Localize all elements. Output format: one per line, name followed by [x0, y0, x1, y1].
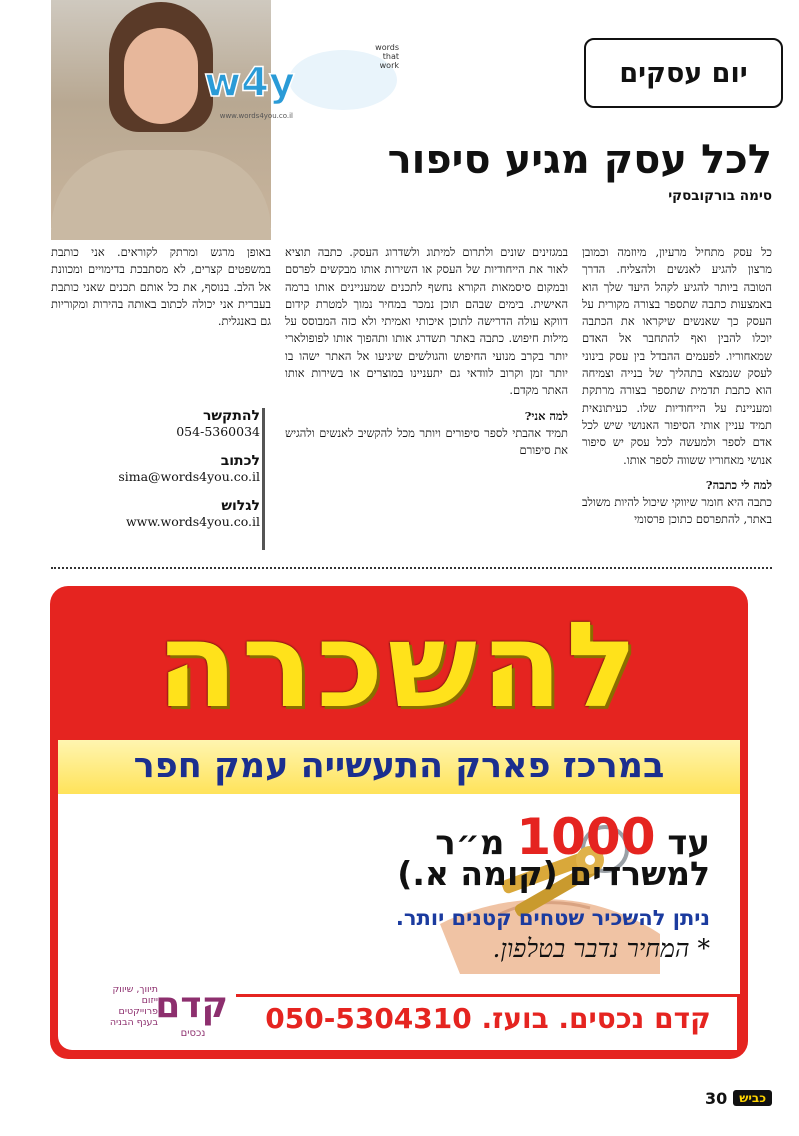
article-byline: סימה בורקובסקי [668, 188, 772, 204]
column-2-continued: תמיד אהבתי לספר סיפורים ויותר מכל להקשיב לאנשים ולהגיש את סיפורם [285, 425, 568, 458]
kedem-services: תיווך, שיווק ייזום פרוייקטים בענף הבניה [109, 984, 158, 1028]
contact-box [110, 408, 260, 543]
section-title: יום עסקים [584, 38, 783, 108]
ad-size-prefix: עד [667, 823, 710, 863]
article-headline: לכל עסק מגיע סיפור [387, 137, 772, 183]
phone-label: להתקשר [202, 408, 260, 424]
email-link[interactable]: sima@words4you.co.il [118, 469, 260, 484]
article-column-3 [51, 244, 271, 330]
contact-divider [262, 408, 265, 550]
kedem-logo: קדם [155, 985, 228, 1026]
svg-text:w4y: w4y [204, 60, 295, 106]
ad-size-unit: מ״ר [435, 823, 505, 863]
w4y-logo [204, 38, 423, 124]
column-2-text: במגזינים שונים ולתרום למיתוג ולשדרוג העסק. כתבה תוציא לאור את הייחודיות של העסק או השירות אותו מבקשים לפרסם ובמקום סיסמאות הקורא נחשף לתכנים שמעניינים אותו ברמה האישית. בימים שבהם תוכן נמכר במחיר נמוך למטרת קידום דווקא עולה הדרישה לתוכן איכותי ואמיתי ולא כזה המבוסס על מילות חיפוש. כתבה באתר תשדרג אותו ותהפוך אותו לפופולארי יותר בקרב מנועי החיפוש והגולשים שיגיעו אל האתר ישהו בו יותר זמן וקרוב לוודאי גם יתעניינו במוצרים או בשירות אותו האתר מקדם. [285, 245, 568, 398]
ad-headline: להשכרה [156, 596, 642, 734]
column-1-continued: כתבה היא חומר שיווקי שיכול להיות משולב באתר, להתפרסם כתוכן פרסומי [582, 495, 772, 527]
logo-tagline-1: words [375, 43, 399, 52]
ad-location: במרכז פארק התעשייה עמק חפר [133, 746, 665, 786]
subhead-why-me: למה אני? [524, 408, 568, 423]
rental-advertisement [50, 586, 748, 1059]
article-column-1 [582, 244, 772, 529]
phone-number[interactable]: 054-5360034 [176, 424, 260, 439]
ad-offices: למשרדים (קומה א.) [397, 854, 710, 893]
article-column-2 [285, 244, 568, 460]
subhead-why-article: למה לי כתבה? [705, 477, 772, 492]
page-number: 30 [704, 1088, 728, 1108]
page-footer [672, 1086, 772, 1110]
web-label: לגלוש [221, 498, 260, 514]
column-1-text: כל עסק מתחיל מרעיון, מיוזמה וכמובן מרצון להגיע לאנשים ולהצליח. הדרך הטובה ביותר להגיע לקהל היעד שלך הוא באמצעות כתבה שתספר בצורה מקורית על העסק כך שאנשים שיקראו את הכתבה יוכלו להבין ואף להתחבר אל האדם שמאחוריו. לפעמים ההבדל בין עסק בינוני לעסק שנמצא בתהליך של בנייה וצמיחה הוא כתבת תדמית שתספר בצורה מרתקת ומעניינת על הייחודיות שלו. כעיתונאית תמיד עניין אותי הסיפור האנושי שיש לכל אדם לספר ולמעשה לכל עסק יש סיפור אנושי מאחוריו ששווה לספר אותו. [582, 245, 772, 467]
column-3-text: באופן מרגש ומרתק לקוראים. אני כותבת במשפטים קצרים, לא מסתבכת בדימויים ומכוונת אל הלב. בנוסף, את כל אותם תכנים שאני כותבת בעברית אני יכולה לכתוב באותה בהירות ומקוריות גם באנגלית. [51, 245, 271, 329]
magazine-logo: כביש [733, 1090, 772, 1106]
ad-size-number: 1000 [516, 808, 656, 866]
ad-price-note: * המחיר נדבר בטלפון. [492, 934, 710, 963]
dotted-separator [51, 567, 772, 569]
website-link[interactable]: www.words4you.co.il [125, 514, 260, 529]
logo-tagline-2: that [382, 52, 399, 61]
logo-tagline-3: work [379, 61, 399, 70]
kedem-logo-sub: נכסים [180, 1028, 206, 1039]
ad-smaller-spaces: ניתן להשכיר שטחים קטנים יותר. [395, 906, 710, 930]
logo-url: www.words4you.co.il [219, 112, 293, 120]
ad-contact-phone[interactable]: קדם נכסים. בועז. 050-5304310 [265, 1002, 711, 1035]
email-label: לכתוב [220, 453, 260, 469]
